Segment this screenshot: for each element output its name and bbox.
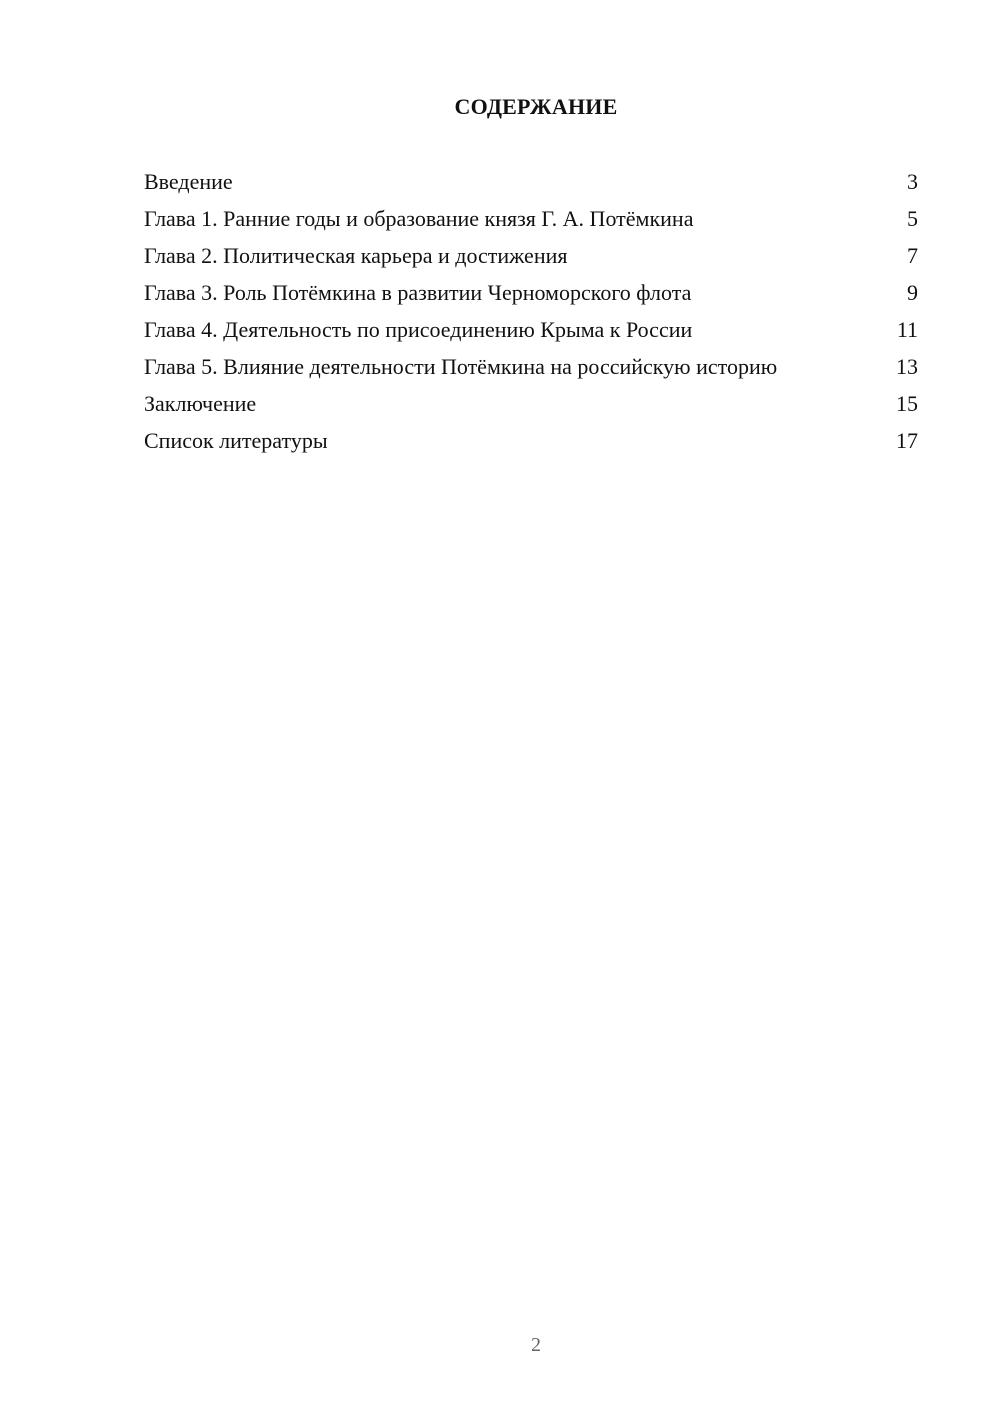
toc-entry-chapter-1[interactable] [144,205,918,232]
toc-entry-title[interactable]: Введение [144,169,233,194]
toc-entry-conclusion[interactable] [144,390,918,417]
toc-entry-title[interactable]: Список литературы [144,428,328,453]
toc-entry-title[interactable]: Глава 5. Влияние деятельности Потёмкина на российскую историю [144,354,778,379]
toc-entry-chapter-5[interactable] [144,353,918,380]
toc-entry-page: 3 [907,169,918,194]
toc-entry-chapter-3[interactable] [144,279,918,306]
toc-entry-page: 17 [896,428,918,453]
toc-entry-page: 11 [896,317,918,342]
table-of-contents [144,168,918,464]
toc-entry-page: 15 [896,391,918,416]
toc-entry-title[interactable]: Глава 1. Ранние годы и образование князя Г. А. Потёмкина [144,206,694,231]
toc-entry-page: 7 [907,243,918,268]
toc-entry-page: 5 [907,206,918,231]
toc-entry-introduction[interactable] [144,168,918,195]
toc-entry-title[interactable]: Заключение [144,391,257,416]
toc-entry-bibliography[interactable] [144,427,918,454]
page-number: 2 [531,1334,541,1356]
toc-entry-title[interactable]: Глава 2. Политическая карьера и достижения [144,243,568,268]
toc-entry-chapter-2[interactable] [144,242,918,269]
toc-entry-page: 13 [896,354,918,379]
toc-entry-chapter-4[interactable] [144,316,918,343]
toc-entry-title[interactable]: Глава 4. Деятельность по присоединению Крыма к России [144,317,693,342]
toc-entry-page: 9 [907,280,918,305]
page-title: СОДЕРЖАНИЕ [454,94,618,119]
toc-entry-title[interactable]: Глава 3. Роль Потёмкина в развитии Черноморского флота [144,280,692,305]
